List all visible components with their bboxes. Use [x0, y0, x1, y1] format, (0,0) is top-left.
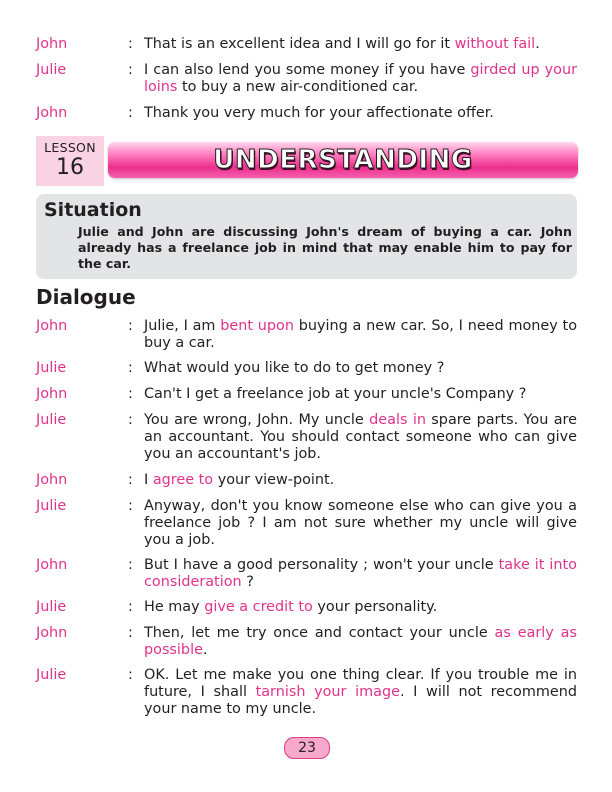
- line-text: [144, 557, 577, 591]
- text-run: I: [144, 472, 153, 488]
- text-run: Anyway, don't you know someone else who can give you a freelance job ? I am not sure whether my uncle will give you a job.: [144, 498, 577, 548]
- text-run: spare parts. You are an accountant. You should contact someone who can give you an accountant's job.: [144, 412, 577, 462]
- text-run: Can't I get a freelance job at your uncle's Company ?: [144, 386, 527, 402]
- speaker-name: John: [36, 105, 68, 121]
- text-run: I can also lend you some money if you have: [144, 62, 471, 78]
- text-run: your personality.: [312, 599, 438, 615]
- text-run: That is an excellent idea and I will go for it: [144, 36, 455, 52]
- lesson-number: 16: [56, 155, 84, 180]
- lesson-title: UNDERSTANDING: [213, 145, 473, 175]
- situation-heading: Situation: [44, 199, 142, 221]
- line-text: [144, 318, 577, 352]
- page-number: 23: [284, 737, 330, 759]
- speaker-name: John: [36, 318, 68, 334]
- idiom-highlight: take it into consideration: [144, 557, 577, 590]
- colon: :: [128, 557, 133, 573]
- colon: :: [128, 412, 133, 428]
- text-run: .: [202, 642, 208, 658]
- text-run: Thank you very much for your affectionate offer.: [144, 105, 494, 121]
- dialogue-heading: Dialogue: [36, 285, 136, 309]
- idiom-highlight: give a credit to: [204, 599, 313, 615]
- line-text: [144, 498, 577, 549]
- lesson-title-banner: [108, 142, 578, 178]
- text-run: Julie, I am: [144, 318, 221, 334]
- colon: :: [128, 472, 133, 488]
- text-run: What would you like to do to get money ?: [144, 360, 445, 376]
- colon: :: [128, 318, 133, 334]
- colon: :: [128, 498, 133, 514]
- speaker-name: John: [36, 557, 68, 573]
- lesson-badge: [36, 136, 104, 186]
- colon: :: [128, 360, 133, 376]
- text-run: But I have a good personality ; won't your uncle: [144, 557, 499, 573]
- text-run: Then, let me try once and contact your uncle: [144, 625, 495, 641]
- line-text: [144, 599, 577, 616]
- colon: :: [128, 105, 133, 121]
- idiom-highlight: tarnish your image: [255, 684, 400, 700]
- line-text: [144, 62, 577, 96]
- speaker-name: Julie: [36, 599, 67, 615]
- line-text: [144, 360, 577, 377]
- speaker-name: Julie: [36, 412, 67, 428]
- line-text: [144, 625, 577, 659]
- text-run: He may: [144, 599, 205, 615]
- speaker-name: John: [36, 386, 68, 402]
- line-text: [144, 412, 577, 463]
- text-run: buying a new car. So, I need money to buy a car.: [144, 318, 577, 351]
- colon: :: [128, 62, 133, 78]
- idiom-highlight: deals in: [369, 412, 426, 428]
- line-text: [144, 667, 577, 718]
- text-run: .: [535, 36, 540, 52]
- idiom-highlight: agree to: [152, 472, 214, 488]
- text-run: . I will not recommend your name to my uncle.: [144, 684, 577, 717]
- situation-text: Julie and John are discussing John's dream of buying a car. John already has a freelance job in mind that may enable him to pay for the car.: [78, 224, 572, 271]
- colon: :: [128, 667, 133, 683]
- line-text: [144, 472, 577, 489]
- text-run: your view-point.: [213, 472, 335, 488]
- colon: :: [128, 36, 133, 52]
- text-run: OK. Let me make you one thing clear. If you trouble me in future, I shall: [144, 667, 577, 700]
- speaker-name: John: [36, 472, 68, 488]
- idiom-highlight: girded up your loins: [144, 62, 578, 95]
- text-run: to buy a new air-conditioned car.: [177, 79, 419, 95]
- line-text: [144, 386, 577, 403]
- speaker-name: Julie: [36, 62, 67, 78]
- idiom-highlight: without fail: [454, 36, 536, 52]
- line-text: [144, 105, 577, 122]
- speaker-name: Julie: [36, 667, 67, 683]
- text-run: ?: [241, 574, 254, 590]
- speaker-name: Julie: [36, 360, 67, 376]
- idiom-highlight: bent upon: [220, 318, 294, 334]
- speaker-name: John: [36, 625, 68, 641]
- speaker-name: Julie: [36, 498, 67, 514]
- situation-panel: [36, 194, 577, 279]
- idiom-highlight: as early as possible: [144, 625, 577, 658]
- colon: :: [128, 599, 133, 615]
- text-run: You are wrong, John. My uncle: [144, 412, 370, 428]
- speaker-name: John: [36, 36, 68, 52]
- lesson-label: LESSON: [44, 140, 96, 155]
- colon: :: [128, 386, 133, 402]
- colon: :: [128, 625, 133, 641]
- line-text: [144, 36, 577, 53]
